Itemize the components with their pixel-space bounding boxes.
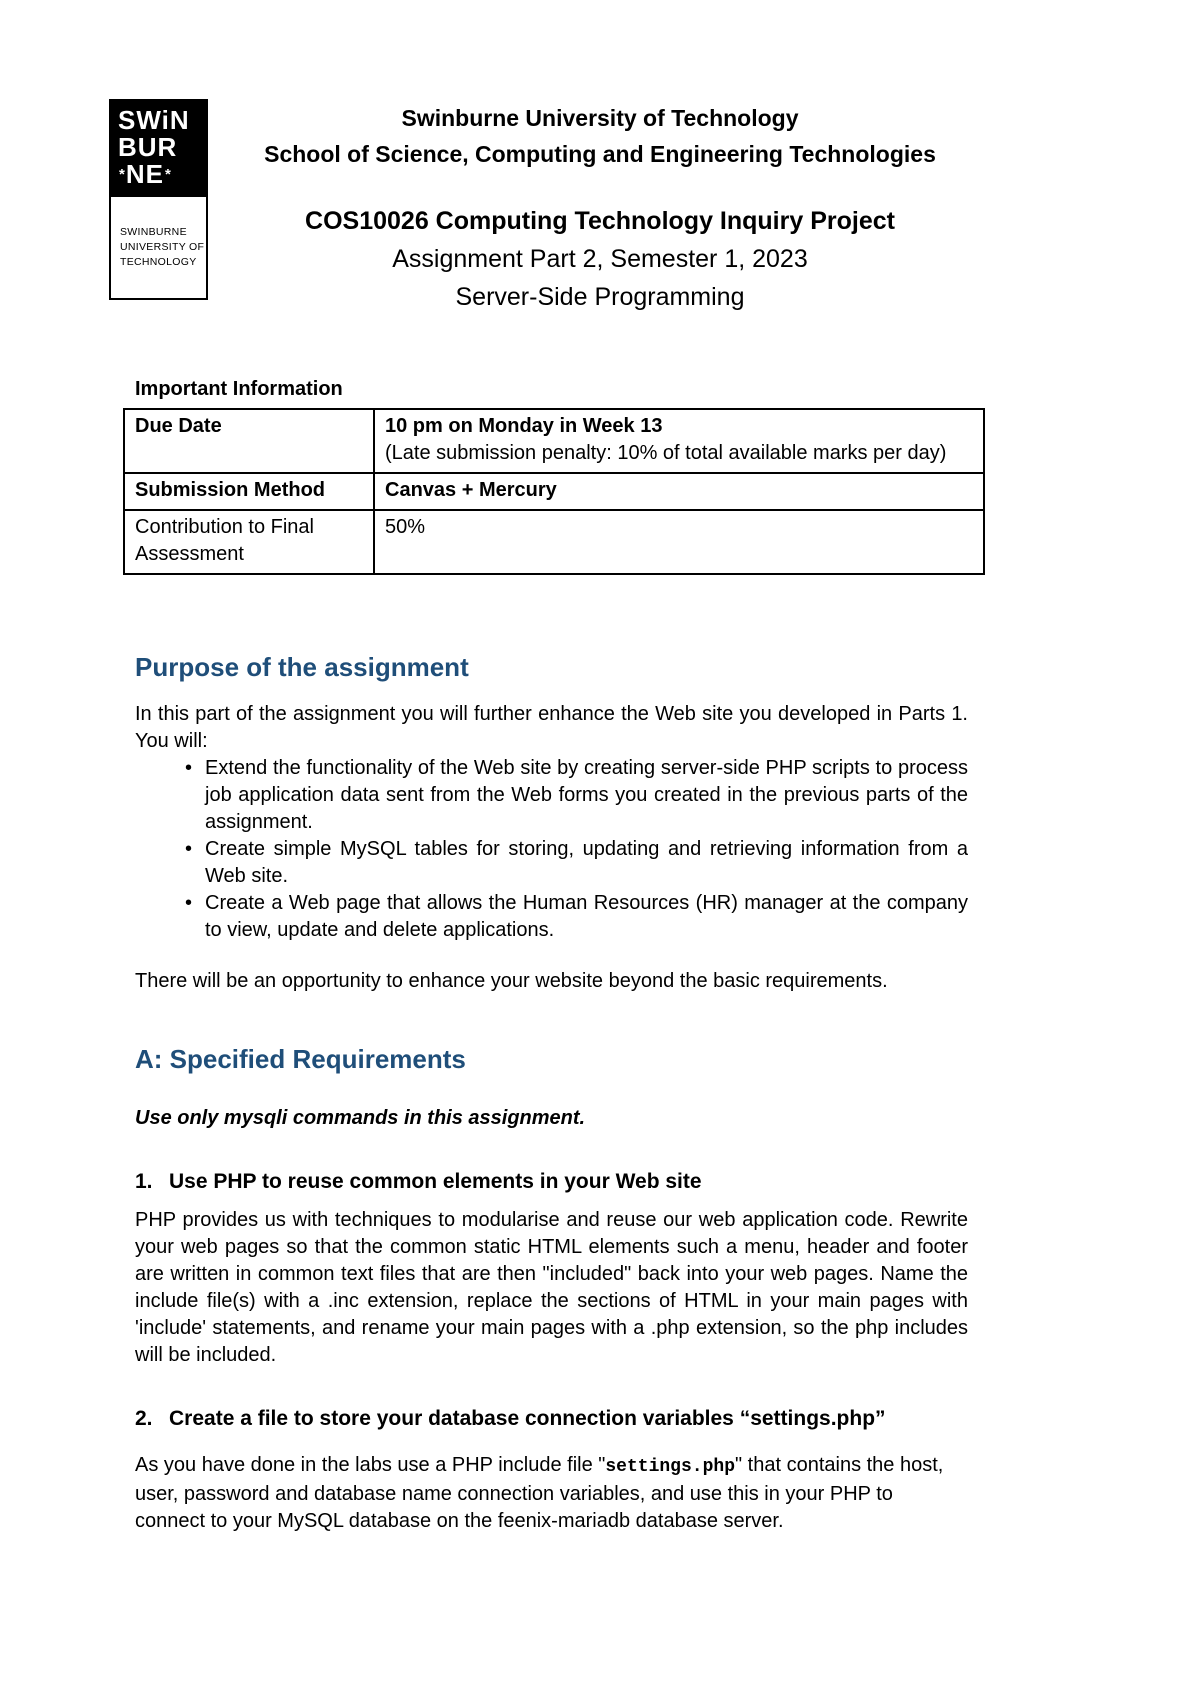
contribution-value: 50% bbox=[385, 516, 426, 538]
due-date-penalty-note: (Late submission penalty: 10% of total available marks per day) bbox=[385, 442, 947, 464]
bullet-icon: • bbox=[185, 838, 193, 860]
bullet-text: Create a Web page that allows the Human Resources (HR) manager at the company to view, update and delete applications. bbox=[205, 892, 968, 941]
star-icon: * bbox=[119, 166, 125, 183]
list-item bbox=[185, 755, 968, 836]
bullet-text: Create simple MySQL tables for storing, updating and retrieving information from a Web site. bbox=[205, 838, 968, 887]
due-date-label: Due Date bbox=[135, 415, 222, 437]
requirement-2-heading bbox=[135, 1405, 968, 1432]
row-label bbox=[124, 510, 374, 574]
swinburne-logo-caption bbox=[109, 197, 208, 300]
bullet-icon: • bbox=[185, 757, 193, 779]
table-row-contribution bbox=[124, 510, 984, 574]
logo-caption-line: SWINBURNE bbox=[120, 226, 187, 238]
list-item bbox=[185, 836, 968, 890]
requirements-heading: A: Specified Requirements bbox=[135, 1044, 466, 1074]
course-title: COS10026 Computing Technology Inquiry Project bbox=[305, 207, 895, 235]
row-value bbox=[374, 473, 984, 510]
mysqli-note: Use only mysqli commands in this assignment. bbox=[135, 1107, 586, 1129]
logo-word-ne bbox=[118, 161, 208, 188]
logo-word-swin: SWiN bbox=[118, 105, 190, 135]
requirement-2-body-post: " that contains the host, user, password and database name connection variables, and use this in your PHP to connect to your MySQL database on the feenix-mariadb database server. bbox=[135, 1454, 944, 1532]
submission-method-label: Submission Method bbox=[135, 479, 325, 501]
purpose-heading: Purpose of the assignment bbox=[135, 652, 469, 682]
university-title: Swinburne University of Technology bbox=[401, 105, 799, 131]
important-info-heading: Important Information bbox=[135, 378, 343, 400]
logo-word-bur: BUR bbox=[118, 132, 178, 162]
row-label bbox=[124, 409, 374, 473]
submission-method-value: Canvas + Mercury bbox=[385, 479, 557, 501]
requirement-2-number: 2. bbox=[135, 1407, 153, 1430]
star-icon: * bbox=[164, 166, 171, 183]
assignment-title: Assignment Part 2, Semester 1, 2023 bbox=[392, 245, 808, 273]
requirement-2-body-pre: As you have done in the labs use a PHP include file " bbox=[135, 1454, 606, 1476]
requirement-1-number: 1. bbox=[135, 1170, 153, 1193]
requirement-2-body bbox=[135, 1452, 968, 1535]
row-label bbox=[124, 473, 374, 510]
requirement-1-heading bbox=[135, 1168, 968, 1195]
school-title: School of Science, Computing and Engineering Technologies bbox=[264, 141, 936, 167]
important-info-table bbox=[123, 408, 985, 575]
row-value bbox=[374, 409, 984, 473]
bullet-icon: • bbox=[185, 892, 193, 914]
list-item bbox=[185, 890, 968, 944]
requirement-1-title: Use PHP to reuse common elements in your Web site bbox=[169, 1170, 702, 1193]
requirement-2-title: Create a file to store your database connection variables “settings.php” bbox=[169, 1407, 886, 1430]
row-value bbox=[374, 510, 984, 574]
purpose-bullet-list bbox=[135, 755, 968, 944]
bullet-text: Extend the functionality of the Web site by creating server-side PHP scripts to process job application data sent from the Web forms you created in the previous parts of the assignment. bbox=[205, 757, 968, 833]
assignment-subtitle: Server-Side Programming bbox=[455, 283, 745, 311]
requirement-1-body: PHP provides us with techniques to modularise and reuse our web application code. Rewrite your web pages so that the common static HTML elements such a menu, header and footer are written in common text files that are then "included" back into your web pages. Name the include file(s) with a .inc extension, replace the sections of HTML in your main pages with 'include' statements, and rename your main pages with a .php extension, so the php includes will be included. bbox=[135, 1209, 968, 1366]
contribution-label: Contribution to Final Assessment bbox=[135, 516, 314, 565]
logo-caption-line: TECHNOLOGY bbox=[120, 256, 197, 268]
settings-php-code: settings.php bbox=[605, 1457, 735, 1477]
purpose-outro-paragraph: There will be an opportunity to enhance your website beyond the basic requirements. bbox=[135, 970, 888, 992]
purpose-intro-paragraph: In this part of the assignment you will further enhance the Web site you developed in Parts 1. You will: bbox=[135, 703, 968, 752]
table-row-submission-method bbox=[124, 473, 984, 510]
logo-word-ne-text: NE bbox=[125, 159, 164, 189]
swinburne-logo-mark bbox=[109, 99, 208, 197]
due-date-value: 10 pm on Monday in Week 13 bbox=[385, 415, 663, 437]
logo-caption-line: UNIVERSITY OF bbox=[120, 241, 205, 253]
document-body bbox=[135, 376, 968, 1535]
table-row-due-date bbox=[124, 409, 984, 473]
swinburne-logo bbox=[109, 99, 208, 300]
